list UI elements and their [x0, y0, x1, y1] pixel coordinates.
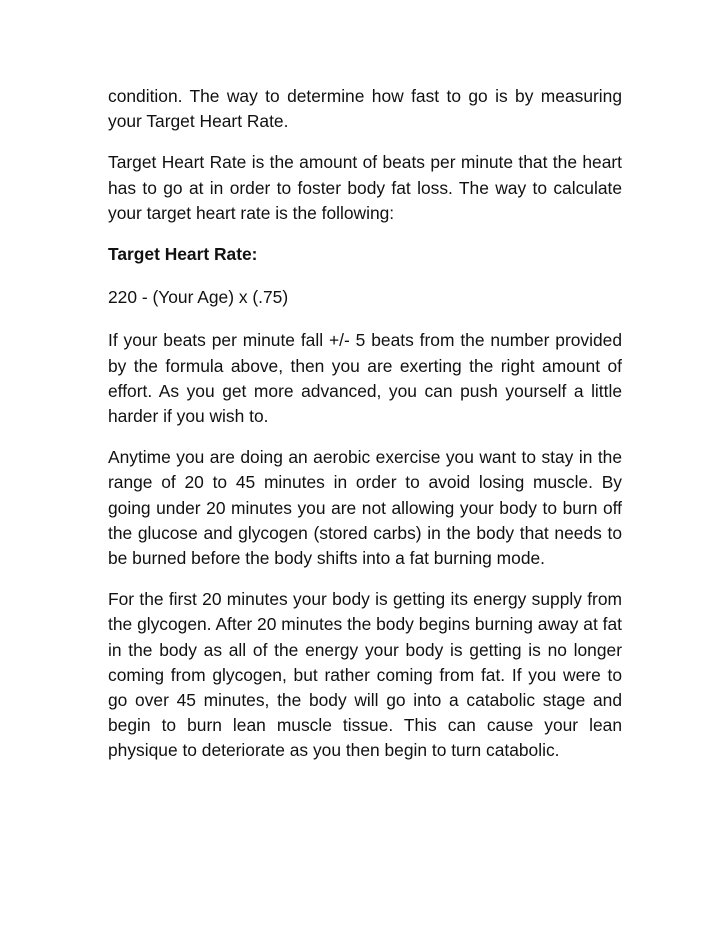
heart-rate-formula: 220 - (Your Age) x (.75) — [108, 287, 289, 308]
paragraph-energy-supply: For the first 20 minutes your body is getting its energy supply from the glycogen. After 20 minutes the body begins burning away at fat in the body as all of the energy your body is getting is no longer coming from glycogen, but rather coming from fat. If you were to go over 45 minutes, the body will go into a catabolic stage and begin to burn lean muscle tissue. This can cause your lean physique to deteriorate as you then begin to turn catabolic. — [108, 589, 622, 761]
document-page — [108, 84, 622, 780]
paragraph-intro: condition. The way to determine how fast to go is by measuring your Target Heart Rate. — [108, 86, 622, 132]
paragraph-aerobic-duration: Anytime you are doing an aerobic exercise you want to stay in the range of 20 to 45 minutes in order to avoid losing muscle. By going under 20 minutes you are not allowing your body to burn off the glucose and glycogen (stored carbs) in the body that needs to be burned before the body shifts into a fat burning mode. — [108, 447, 622, 569]
paragraph-effort-range: If your beats per minute fall +/- 5 beats from the number provided by the formula above, then you are exerting the right amount of effort. As you get more advanced, you can push yourself a little harder if you wish to. — [108, 330, 622, 427]
paragraph-target-heart-rate-definition: Target Heart Rate is the amount of beats per minute that the heart has to go at in order to foster body fat loss. The way to calculate your target heart rate is the following: — [108, 152, 622, 223]
section-heading-target-heart-rate: Target Heart Rate: — [108, 244, 258, 265]
